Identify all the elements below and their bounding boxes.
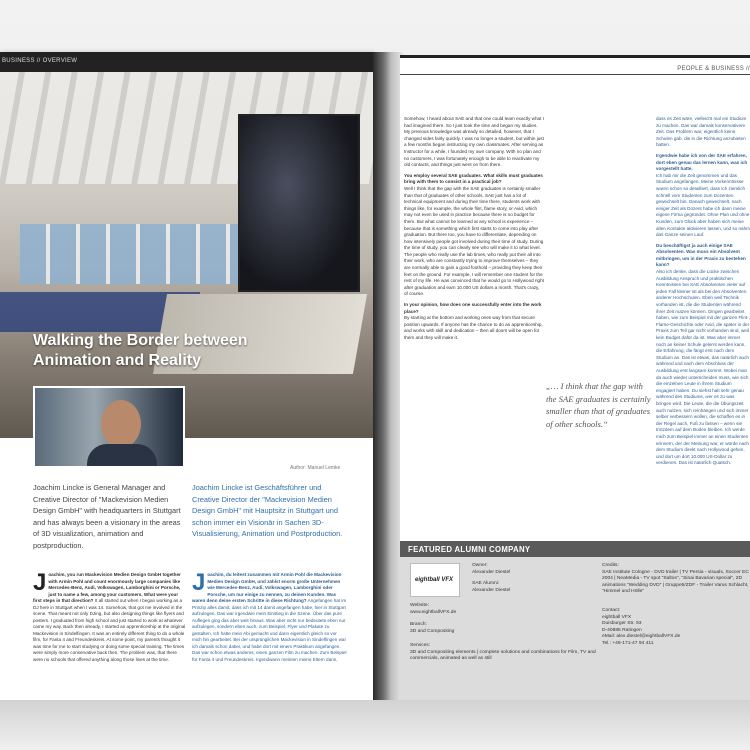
article-headline <box>33 331 333 371</box>
de-question-2: Du beschäftigst ja auch einige SAE Absolventen. Was muss ein Absolvent mitbringen, um in der Praxis zu bestehen kann? <box>656 242 746 268</box>
company-logo <box>410 563 460 597</box>
de-paragraph-2: Ich hab mir die Zeit genommen und das Studium angefangen. Meine Vorkenntnisse waren schon so detailliert, dass ich ziemlich schnell vom Studenten zum Dozenten gewechselt bin. Danach gewechselt, nach einiger Zeit als Dozent habe ich dann meine eigene Firma gegründet. Ohne Plan und ohne Kunden, zum Glück aber haben sich meine alten Kontakte aktivieren lassen, und so nahm das Ganze seinen Lauf. <box>656 172 750 238</box>
website-block <box>410 603 590 616</box>
en-paragraph-1: Somehow, I heard about SAE and that one could learn exactly what I had imagined there. So I just took the time and began my studies. My previous knowledge was already so detailed, however, that I changed sides fairly quickly. I was no longer a student, but within just a few months began instructing my own classmates. After serving as Instructor for a while, I founded my own company. With no plan and no customers, I was fortunately enough to be able to reactivate my old contacts, and things just went on from there. <box>404 116 544 168</box>
body-column-english <box>33 572 188 700</box>
dropcap-de: J <box>192 572 206 596</box>
contact-street: Duisburger Str. 93 <box>602 621 642 627</box>
question-en: oachim, you run Mackevision Medien Design GmbH together with Armin Pohl and count enormously large companies like Mercedes-Benz, Audi, Volkswagen, Lamborghini or Porsche, just to name a few, among your customers. What were your first steps in that direction? <box>33 572 181 603</box>
contact-label: Contact: <box>602 608 621 613</box>
portrait-photo <box>33 386 185 468</box>
services-label: Services: <box>410 643 431 648</box>
website-label: Website: <box>410 603 429 608</box>
intro-english: Joachim Lincke is General Manager and Creative Director of "Mackevision Medien Design GmbH" with headquarters in Stuttgart and has always been a visionary in the areas of 3D visualization, animation and postproduction. <box>33 483 181 550</box>
contact-email[interactable]: eMail: alex.diestel@eightballVFX.de <box>602 634 681 640</box>
contact-block <box>602 608 750 648</box>
dropcap-en: J <box>33 572 47 596</box>
contact-company: eightball VFX <box>602 614 632 620</box>
featured-header <box>400 541 750 557</box>
branch-block <box>410 622 590 635</box>
owner-label: Owner: <box>472 563 488 568</box>
alumni-label: SAE Alumni: <box>472 581 500 586</box>
office-windows <box>20 224 250 284</box>
german-column <box>656 116 750 531</box>
en-paragraph-2: Well I think that the gap with the SAE graduates is certainly smaller than that of graduates of other schools. SAE just has a lot of technical equipment and during their time there, students work with things like, for example, the whole flint, flame story, or Avid, which may not even be used in practice because there is no budget for them. But what cannot be learned at any school is experience – because that is something which first starts to come into play after graduation. But there too, you have to differentiate, depending on how intensively people got involved during their time of study. During the time of study, you can clearly see who will make it to what level. The people who really use the lab times, who really put their all into their work, who are constantly trying to improve themselves – they are normally able to gain a good foothold – providing they keep their feet on the ground. For example, I will remember one student for the rest of my life. He was convinced that he would go to Hollywood right after graduation and earn 10.000 US dollars a month. That's crazy, of course. <box>404 185 544 297</box>
de-paragraph-1: dass es Zeit wäre, vielleicht mal ein Studium zu machen. Das war damals konservativere Zeit. Das Problem war, eigentlich keine Schulen gab, die in die Richtung anzubieten hatten. <box>656 116 747 148</box>
featured-title: FEATURED ALUMNI COMPANY <box>408 545 531 554</box>
owner-value: Alexander Diestel <box>472 569 511 575</box>
credits-block <box>602 563 750 596</box>
author-credit: Author: Manuel Lemke <box>290 465 341 471</box>
branch-value: 3D and Compositing <box>410 628 455 634</box>
alumni-value: Alexander Diestel <box>472 587 511 593</box>
contact-city: D-40885 Ratingen <box>602 627 642 633</box>
branch-label: Branch: <box>410 622 427 627</box>
right-page-header <box>400 63 750 75</box>
alumni-block <box>472 581 592 594</box>
services-block <box>410 643 610 663</box>
headline-line-1: Walking the Border between <box>33 332 248 349</box>
headline-line-2: Animation and Reality <box>33 352 202 369</box>
right-header-text: PEOPLE & BUSINESS // <box>677 66 750 72</box>
left-page <box>0 52 373 700</box>
contact-phone: Tel.: +49-171-47 94 411 <box>602 640 654 646</box>
featured-alumni-box <box>400 541 750 700</box>
services-value: 3D and Compositing elements | complete solutions and combinations for Film, TV and commercials, animated as well as still <box>410 649 596 662</box>
left-page-header <box>0 52 373 72</box>
owner-block <box>472 563 592 576</box>
en-question-1: You employ several SAE graduates. What skills must graduates bring with them to consist in a practical job? <box>404 172 543 185</box>
book-spine <box>373 52 403 702</box>
intro-german: Joachim Lincke ist Geschäftsführer und Creative Director der "Mackevision Medien Design GmbH" mit Hauptsitz in Stuttgart und schon immer ein Visionär in Sachen 3D-Visualisierung, Animation und Postproduction. <box>192 483 343 539</box>
answer-en: It all started out when I began working as a DJ here in Stuttgart when I was 14. Somehow, that got me involved in the scene. That meant not only DJing, but also designing things like flyers and posters. I graduated from high school and just started to work at whatever came my way. Back then already, I started an apprenticeship at the original Mackevision in Sindelfingen. It was an entirely different thing to do a whole film, for Fanta 4 and Freundeskreis. At some point, my parents thought it was time for me to start studying or doing some special training. The times were simply more conservative back then. The problem was, that there were no schools that offered anything along those lines at the time. <box>33 598 186 662</box>
pull-quote: „… I think that the gap with the SAE graduates is certainly smaller than that of graduates of other schools.“ <box>546 381 651 429</box>
website-value[interactable]: www.eightballVFX.de <box>410 609 457 615</box>
company-logo-text: eightball VFX <box>415 577 454 583</box>
table-surface <box>0 700 750 750</box>
portrait-face <box>101 400 141 448</box>
answer-de: Angefangen hat im Prinzip alles damit, dass ich mit 14 damit angefangen habe, hier in Stuttgart aufzulegen. Das war irgendwie mein Einstieg in die Szene. Über das pure Auflegen ging das aber weit hinaus. Was aber nicht nur bedeutete eben nur aufzulegen, sondern eben auch, zum Beispiel, Flyer und Plakate zu gestalten. Ich hatte mein Abi gemacht und dann eigentlich gleich so vor mich hin gearbeitet. Bei der ursprünglichen Mackevision in Sindelfingen war ich damals schon dabei, und habe dort mit einem Praktikum angefangen. Das war schon etwas anderes, einen ganzen Film zu machen. Zum Beispiel für Fanta 4 und Freundeskreis. Irgendwann meinten meine Eltern dann, <box>192 598 347 662</box>
en-question-2: In your opinion, how does one successfully enter into the work place? <box>404 302 542 314</box>
de-paragraph-3: Also ich denke, dass die Lücke zwischen Ausbildung Anspruch und praktischen Kenntnissen bei SAE Absolventen vieler auf jeden Fall kleiner ist als bei den Absolventen anderer Hochschulen. Eben weil Technik vorhanden ist, die die Studenten während ihrer Zeit nutzen können. Dingen gearbeitet haben, wie zum Beispiel mit der ganzen Flint-, Flame-Geschichte oder Avid, die später in der Praxis zum Teil gar nicht vorhanden sind, weil kein Budget dafür da ist. Was aber immer noch an keiner Schule gelernt werden kann, die Erfahrung, die fängt erst nach dem Studium an. Das ist etwas, das natürlich auch während und nach dem Abschluss der Ausbildung erst langsam kommt. Wobei man da auch wieder unterscheiden muss, wie sich die einzelnen Leute in ihrem Studium engagiert haben. Du siehst halt sehr genau während des Studiums, wer es zu was bringen wird. Die Leute, die die Übungszeit auch nutzen, sich reinhängen und sich immer selber verbessern wollen, die schaffen es in der Regel auch, Fuß zu fassen – wenn sie trotzdem auf dem Boden bleiben. Ich werde mich zum Beispiel immer an einen Studenten erinnern, der der Meinung war, er würde nach dem Studium direkt nach Hollywood gehen, und dort um dort 10.000 US-Dollar zu verdienen. Das ist natürlich Quatsch. <box>656 269 750 466</box>
credits-label: Credits: <box>602 563 619 568</box>
en-paragraph-3: By starting at the bottom and working ones way from that secure position upwards. If anyone has the chance to do an apprenticeship, and works with skill and dedication – then all doors will be open for them and they will make it. <box>404 315 543 340</box>
wall-artwork <box>238 114 360 292</box>
body-column-german <box>192 572 347 700</box>
de-question-1: Irgendwie habe ich von der SAE erfahren, dort eben genau das lernen kann, was ich vorgestellt hatte. <box>656 152 748 172</box>
english-column <box>404 116 544 531</box>
question-de: oachim, du leitest zusammen mit Armin Pohl die Mackevision Medien Design GmbH, und zählst enorm große Unternehmen wie Mercedes-Benz, Audi, Volkswagen, Lamborghini oder Porsche, um nur einige zu nennen, zu deinen Kunden. Was waren denn deine ersten Schritte in diese Richtung? <box>192 572 342 603</box>
left-header-text: BUSINESS // OVERVIEW <box>2 58 78 64</box>
office-photo <box>0 64 373 438</box>
portrait-torso <box>87 444 157 468</box>
credits-value: SAE Institute Cologne - DVD trailer | TV Persia - visuals, Soccer EC 2004 | NeaMedia - TV spot "Saltos", "Sinai Bavarian special", 2D animations "Wedding DVD" | Gruppe5/ZDF - Trailer Varus Schlacht, "Himmel und Hölle" <box>602 569 749 595</box>
right-page <box>400 55 750 700</box>
